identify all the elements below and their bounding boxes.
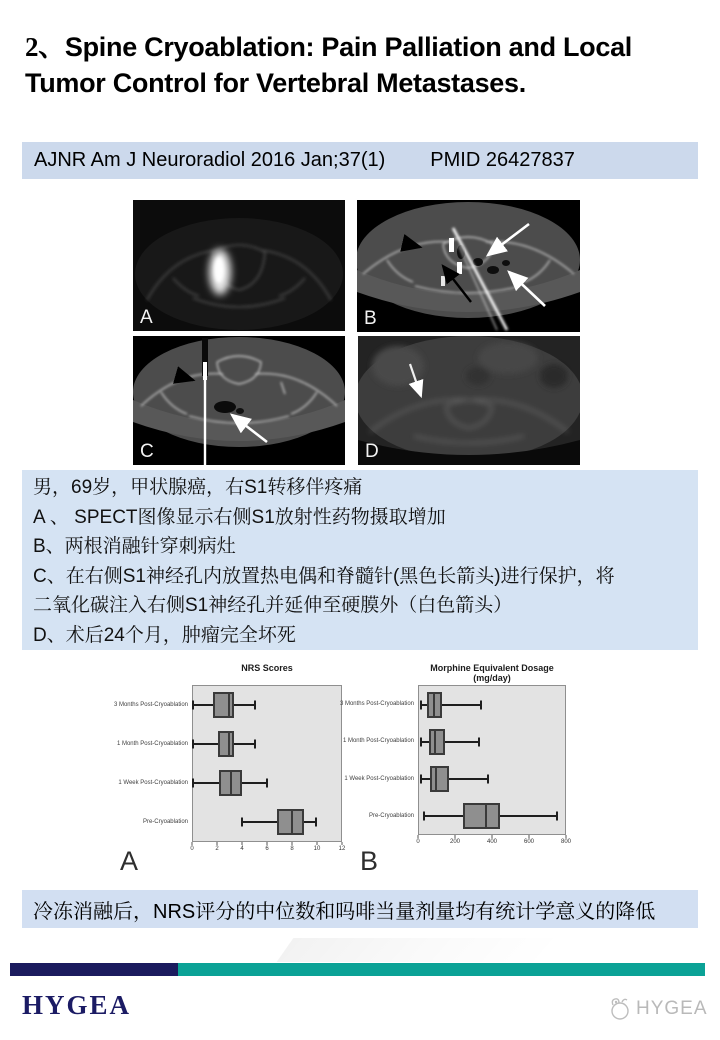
panel-label-d: D [365, 441, 379, 462]
case-note-line: 男，69岁，甲状腺癌，右S1转移伴疼痛 [33, 477, 363, 498]
whisker-cap [254, 701, 256, 710]
watermark-text: HYGEA [636, 998, 708, 1019]
x-tick-label: 0 [416, 839, 420, 845]
x-tick-label: 12 [338, 846, 346, 852]
category-label: 3 Months Post-Cryoablation [339, 700, 414, 707]
whisker-cap [266, 778, 268, 787]
plot-area [418, 685, 566, 835]
whisker-cap [315, 817, 317, 826]
x-tick-mark [342, 842, 343, 845]
whisker-cap [420, 774, 422, 783]
median-line [433, 692, 435, 718]
case-note-line: C、在右侧S1神经孔内放置热电偶和脊髓针(黑色长箭头)进行保护，将 [33, 565, 615, 587]
median-line [434, 729, 436, 755]
panel-label-a: A [140, 307, 153, 328]
x-tick-mark [242, 842, 243, 845]
footer-navy-bar [10, 963, 178, 976]
median-line [228, 692, 230, 718]
whisker-cap [478, 737, 480, 746]
iqr-box [463, 803, 500, 829]
whisker-cap [192, 778, 194, 787]
iqr-box [429, 729, 445, 755]
x-tick-label: 400 [486, 839, 498, 845]
title-text: Spine Cryoablation: Pain Palliation and Local Tumor Control for Vertebral Metastases. [25, 32, 632, 98]
ct-panel-b [357, 200, 580, 332]
footer-teal-bar [178, 963, 705, 976]
median-line [228, 731, 230, 757]
category-label: Pre-Cryoablation [142, 819, 188, 826]
spect-image [133, 200, 345, 331]
category-axis [339, 685, 418, 835]
whisker-cap [254, 740, 256, 749]
x-tick-mark [292, 842, 293, 845]
chart-title: NRS Scores [241, 663, 293, 673]
x-tick-label: 0 [190, 846, 194, 852]
journal-reference: AJNR Am J Neuroradiol 2016 Jan;37(1) [34, 149, 386, 171]
x-tick-label: 2 [215, 846, 219, 852]
category-label: 1 Week Post-Cryoablation [344, 775, 414, 782]
page-title [25, 30, 680, 102]
category-axis [110, 685, 192, 842]
category-label: 3 Months Post-Cryoablation [113, 701, 188, 708]
plot-area [192, 685, 342, 842]
iqr-box [218, 731, 234, 757]
conclusion-bar [22, 890, 698, 928]
decorative-swoosh [277, 938, 654, 962]
x-tick-mark [529, 835, 530, 838]
case-notes-block [22, 470, 698, 650]
x-tick-mark [317, 842, 318, 845]
figure-letter-a: A [120, 846, 139, 876]
panel-label-c: C [140, 441, 154, 462]
title-number: 2、 [25, 32, 65, 62]
x-tick-mark [192, 842, 193, 845]
median-line [435, 766, 437, 792]
whisker-cap [192, 740, 194, 749]
case-note-line: B、两根消融针穿刺病灶 [33, 536, 236, 557]
category-label: 1 Month Post-Cryoablation [116, 740, 188, 747]
x-tick-label: 8 [290, 846, 294, 852]
x-tick-mark [455, 835, 456, 838]
x-tick-label: 200 [449, 839, 461, 845]
chart-title: Morphine Equivalent Dosage (mg/day) [430, 663, 554, 683]
ct-panel-c [133, 336, 345, 465]
whisker-cap [420, 700, 422, 709]
category-label: Pre-Cryoablation [368, 813, 414, 820]
ct-panel-d [358, 336, 580, 465]
x-tick-mark [267, 842, 268, 845]
spinal-needle [202, 338, 208, 465]
whisker-cap [556, 811, 558, 820]
x-axis [416, 835, 572, 849]
case-note-line: A 、 SPECT图像显示右侧S1放射性药物摄取增加 [33, 506, 446, 528]
ct-image-thermocouple [133, 336, 345, 465]
whisker-cap [480, 700, 482, 709]
x-tick-mark [217, 842, 218, 845]
x-tick-label: 4 [240, 846, 244, 852]
figure-letter-b: B [360, 846, 379, 876]
x-tick-label: 600 [523, 839, 535, 845]
whisker-cap [420, 737, 422, 746]
whisker-cap [192, 701, 194, 710]
x-axis [190, 842, 346, 856]
case-note-line: D、术后24个月，肿瘤完全坏死 [33, 624, 296, 646]
iqr-box [430, 766, 449, 792]
whisker-cap [241, 817, 243, 826]
whisker-cap [487, 774, 489, 783]
ct-panel-a [133, 200, 345, 331]
whisker-cap [423, 811, 425, 820]
category-label: 1 Month Post-Cryoablation [342, 738, 414, 745]
hygea-watermark [606, 996, 708, 1022]
nrs-boxplot-chart [110, 663, 350, 875]
case-note-line: 二氧化碳注入右侧S1神经孔并延伸至硬膜外（白色箭头） [33, 595, 513, 616]
median-line [485, 803, 487, 829]
median-line [230, 770, 232, 796]
x-tick-mark [418, 835, 419, 838]
gas-pocket [214, 401, 236, 413]
x-tick-mark [566, 835, 567, 838]
pmid-reference: PMID 26427837 [430, 149, 575, 171]
ct-image-needles [357, 200, 580, 332]
median-line [291, 809, 293, 835]
ct-image-followup [358, 336, 580, 465]
hygea-emblem-icon [606, 996, 632, 1022]
panel-label-b: B [364, 308, 377, 329]
category-label: 1 Week Post-Cryoablation [118, 780, 188, 787]
x-tick-mark [492, 835, 493, 838]
citation-bar [22, 142, 698, 179]
x-tick-label: 800 [560, 839, 572, 845]
iqr-box [213, 692, 234, 718]
x-tick-label: 6 [265, 846, 269, 852]
x-tick-label: 10 [313, 846, 321, 852]
conclusion-text: 冷冻消融后，NRS评分的中位数和吗啡当量剂量均有统计学意义的降低 [33, 900, 656, 923]
hygea-logo: HYGEA [22, 990, 132, 1020]
